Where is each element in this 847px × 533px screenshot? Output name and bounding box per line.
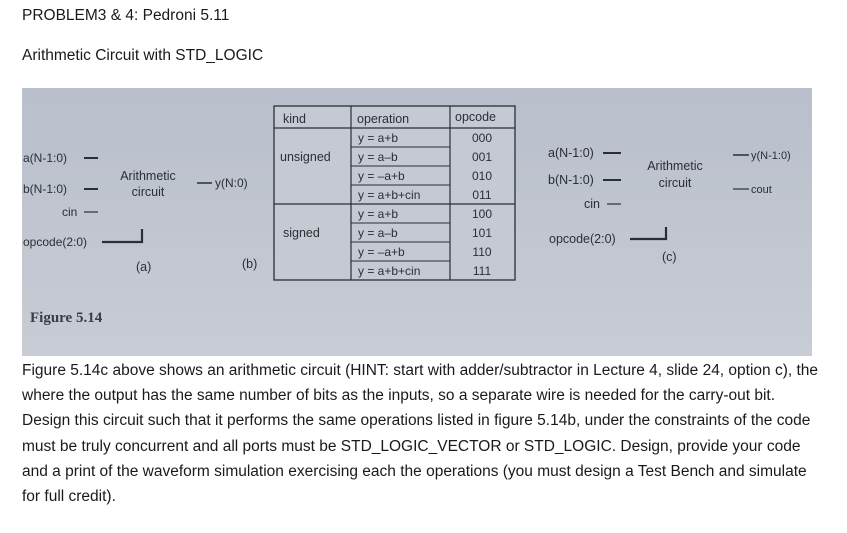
circuit-a-input-cin: cin — [62, 205, 78, 219]
table-cell-operation: y = a+b+cin — [358, 188, 421, 202]
circuit-c-tag: (c) — [662, 250, 677, 264]
table-cell-opcode: 010 — [471, 169, 493, 183]
figure-diagrams — [22, 88, 812, 356]
problem-subtitle: Arithmetic Circuit with STD_LOGIC — [22, 47, 264, 64]
wire-c-opcode — [630, 227, 666, 239]
table-cell-operation: y = –a+b — [358, 245, 405, 259]
table-cell-opcode: 110 — [472, 245, 492, 259]
circuit-c — [548, 146, 791, 264]
problem-title: PROBLEM3 & 4: Pedroni 5.11 — [22, 7, 230, 24]
circuit-c-block-label-1: Arithmetic — [647, 159, 703, 173]
circuit-c-output-cout: cout — [751, 184, 772, 196]
circuit-a-input-opcode: opcode(2:0) — [23, 235, 88, 249]
table-cell-operation: y = a–b — [358, 150, 398, 164]
circuit-a-tag: (a) — [136, 260, 152, 274]
table-group-unsigned: unsigned — [280, 150, 331, 164]
table-cell-opcode: 011 — [472, 188, 492, 202]
circuit-c-block-label-2: circuit — [658, 176, 692, 190]
operation-table — [274, 106, 515, 280]
table-cell-opcode: 100 — [471, 207, 493, 221]
circuit-a-output-y: y(N:0) — [215, 176, 248, 190]
circuit-a-block-label-1: Arithmetic — [120, 169, 176, 183]
circuit-a — [23, 151, 248, 274]
table-cell-operation: y = –a+b — [358, 169, 405, 183]
circuit-a-block-label-2: circuit — [131, 185, 165, 199]
wire-a-opcode — [102, 229, 142, 242]
table-cell-opcode: 000 — [471, 131, 493, 145]
table-tag: (b) — [242, 257, 258, 271]
circuit-a-input-a: a(N-1:0) — [23, 151, 68, 165]
circuit-c-input-a: a(N-1:0) — [548, 146, 594, 160]
table-cell-opcode: 101 — [471, 226, 493, 240]
table-cell-opcode: 001 — [471, 150, 493, 164]
circuit-c-input-b: b(N-1:0) — [548, 173, 594, 187]
circuit-c-input-opcode: opcode(2:0) — [549, 232, 616, 246]
table-cell-operation: y = a+b+cin — [358, 264, 421, 278]
table-cell-operation: y = a+b — [358, 131, 399, 145]
table-header-operation: operation — [357, 112, 410, 126]
circuit-c-input-cin: cin — [584, 197, 600, 211]
problem-description: Figure 5.14c above shows an arithmetic circuit (HINT: start with adder/subtractor in Lecture 4, slide 24, option c), the where the output has the same number of bits as the inputs, so a separate wire is needed for the carry-out bit. Design this circuit such that it performs the same operations listed in figure 5.14b, under the constraints of the code must be truly concurrent and all ports must be STD_LOGIC_VECTOR or STD_LOGIC. Design, provide your code and a print of the waveform simulation exercising each the operations (you must design a Test Bench and simulate for full credit). — [22, 362, 819, 506]
circuit-c-output-y: y(N-1:0) — [751, 150, 791, 162]
circuit-a-input-b: b(N-1:0) — [23, 182, 68, 196]
figure-caption: Figure 5.14 — [30, 310, 103, 326]
table-header-opcode: opcode — [455, 110, 497, 124]
table-cell-opcode: 111 — [472, 264, 492, 278]
table-header-kind: kind — [283, 112, 306, 126]
table-cell-operation: y = a–b — [358, 226, 398, 240]
table-group-signed: signed — [283, 226, 320, 240]
figure-5-14 — [22, 88, 812, 356]
table-cell-operation: y = a+b — [358, 207, 399, 221]
